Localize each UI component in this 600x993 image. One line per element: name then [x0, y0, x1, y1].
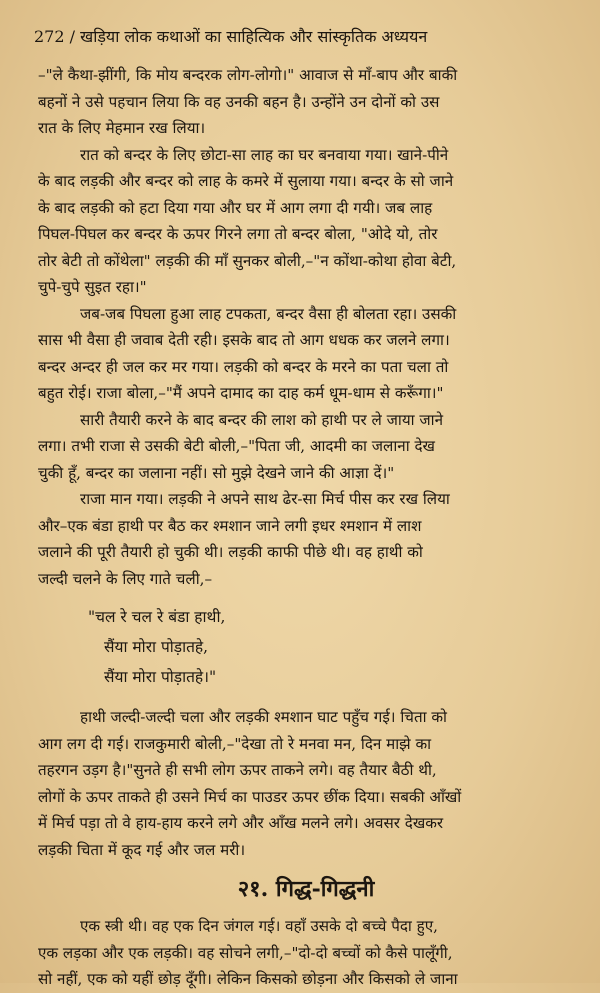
verse-line: सैंया मोरा पोड़ातहे,: [104, 638, 209, 656]
text-line: जलाने की पूरी तैयारी हो चुकी थी। लड़की काफी पीछे थी। वह हाथी को: [38, 543, 423, 561]
text-line: सो नहीं, एक को यहीं छोड़ दूँगी। लेकिन किसको छोड़ना और किसको ले जाना: [38, 970, 458, 988]
text-line: के बाद लड़की और बन्दर को लाह के कमरे में सुलाया गया। बन्दर के सो जाने: [38, 172, 454, 190]
text-line: आग लग दी गई। राजकुमारी बोली,–"देखा तो रे मनवा मन, दिन माझे का: [38, 734, 432, 753]
paragraph-1: [38, 62, 574, 142]
text-line: चुपे-चुपे सुइत रहा।": [38, 278, 147, 296]
paragraph-2: [38, 142, 574, 301]
text-line: बन्दर अन्दर ही जल कर मर गया। लड़की को बन्दर के मरने का पता चला तो: [38, 357, 449, 376]
text-line: के बाद लड़की को हटा दिया गया और घर में आग लगा दी गयी। जब लाह: [38, 198, 433, 217]
paragraph-6: [38, 704, 574, 863]
text-line: और–एक बंडा हाथी पर बैठ कर श्मशान जाने लगी इधर श्मशान में लाश: [38, 516, 422, 535]
text-line: जब-जब पिघला हुआ लाह टपकता, बन्दर वैसा ही बोलता रहा। उसकी: [80, 304, 457, 323]
text-line: लोगों के ऊपर ताकते ही उसने मिर्च का पाउडर ऊपर छींक दिया। सबकी आँखों: [38, 787, 462, 806]
chapter-heading: [38, 873, 574, 905]
verse-line: "चल रे चल रे बंडा हाथी,: [88, 608, 226, 626]
text-line: बहुत रोई। राजा बोला,–"मैं अपने दामाद का दाह कर्म धूम-धाम से करूँगा।": [38, 384, 444, 402]
running-title: खड़िया लोक कथाओं का साहित्यिक और सांस्कृतिक अध्ययन: [80, 27, 428, 46]
text-line: तहरगन उड़ग है।"सुनते ही सभी लोग ऊपर ताकने लगे। वह तैयार बैठी थी,: [38, 761, 437, 779]
text-line: एक लड़का और एक लड़की। वह सोचने लगी,–"दो-दो बच्चों को कैसे पालूँगी,: [38, 943, 453, 962]
text-line: रात के लिए मेहमान रख लिया।: [38, 119, 206, 137]
paragraph-3: [38, 301, 574, 407]
paragraph-4: [38, 407, 574, 487]
paragraph-7: [38, 913, 574, 993]
chapter-title: गिद्ध-गिद्धनी: [275, 876, 375, 902]
text-line: में मिर्च पड़ा तो वे हाय-हाय करने लगे और आँख मलने लगे। अवसर देखकर: [38, 814, 444, 832]
text-line: राजा मान गया। लड़की ने अपने साथ ढेर-सा मिर्च पीस कर रख लिया: [80, 490, 450, 508]
header-separator: /: [69, 27, 76, 46]
text-line: सास भी वैसा ही जवाब देती रही। इसके बाद तो आग धधक कर जलने लगा।: [38, 331, 450, 349]
text-line: सारी तैयारी करने के बाद बन्दर की लाश को हाथी पर ले जाया जाने: [80, 410, 444, 429]
paragraph-5: [38, 486, 574, 592]
text-line: हाथी जल्दी-जल्दी चला और लड़की श्मशान घाट पहुँच गई। चिता को: [80, 708, 447, 726]
text-line: बहनों ने उसे पहचान लिया कि वह उनकी बहन है। उन्होंने उन दोनों को उस: [38, 92, 440, 111]
text-line: रात को बन्दर के लिए छोटा-सा लाह का घर बनवाया गया। खाने-पीने: [80, 145, 449, 164]
text-line: तोर बेटी तो कोंथेला" लड़की की माँ सुनकर बोली,–"न कोंथा-कोथा होवा बेटी,: [38, 251, 457, 270]
verse-line: सैंया मोरा पोड़ातहे।": [104, 668, 217, 686]
song-verse: [88, 602, 574, 692]
page-number: 272: [34, 27, 65, 46]
text-line: –"ले कैथा-झींगी, कि मोय बन्दरक लोग-लोगो।" आवाज से माँ-बाप और बाकी: [38, 66, 458, 84]
text-line: चुकी हूँ, बन्दर का जलाना नहीं। सो मुझे देखने जाने की आज्ञा दें।": [38, 463, 395, 482]
text-line: जल्दी चलने के लिए गाते चली,–: [38, 569, 213, 588]
body-text: [38, 62, 574, 993]
running-header: [34, 26, 580, 48]
text-line: एक स्त्री थी। वह एक दिन जंगल गई। वहाँ उसके दो बच्चे पैदा हुए,: [80, 917, 438, 935]
text-line: लड़की चिता में कूद गई और जल मरी।: [38, 840, 246, 859]
chapter-number: २१.: [237, 876, 269, 902]
text-line: पिघल-पिघल कर बन्दर के ऊपर गिरने लगा तो बन्दर बोला, "ओदे यो, तोर: [38, 225, 438, 243]
text-line: लगा। तभी राजा से उसकी बेटी बोली,–"पिता जी, आदमी का जलाना देख: [38, 437, 435, 455]
